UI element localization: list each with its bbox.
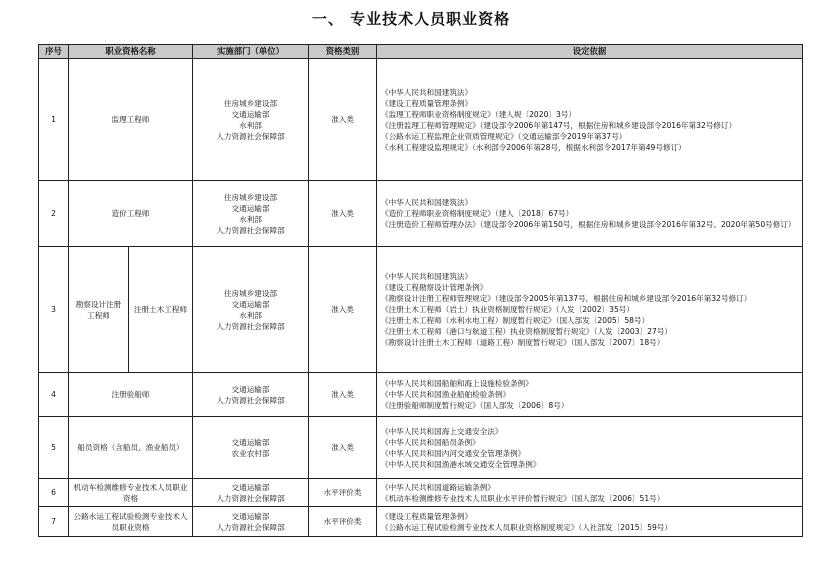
header-department: 实施部门（单位） [193,45,309,59]
legal-basis [377,247,803,373]
header-category: 资格类别 [309,45,377,59]
table-header-row [39,45,803,59]
table-row [39,479,803,507]
row-number: 3 [39,247,69,373]
header-no: 序号 [39,45,69,59]
basis-line: 《注册监理工程师管理规定》（建设部令2006年第147号，根据住房和城乡建设部令2016年第32号修订） [381,120,737,130]
department-name: 人力资源社会保障部 [216,395,285,405]
qualification-name: 公路水运工程试验检测专业技术人员职业资格 [69,507,193,537]
implementing-departments [193,479,309,507]
basis-line: 《中华人民共和国渔港水域交通安全管理条例》 [381,459,541,469]
basis-line: 《监理工程师职业资格制度规定》（建人规〔2020〕3号） [381,109,577,119]
basis-line: 《中华人民共和国道路运输条例》 [381,482,495,492]
basis-line: 《公路水运工程监理企业资质管理规定》（交通运输部令2019年第37号） [381,131,627,141]
implementing-departments [193,373,309,417]
department-name: 交通运输部 [231,384,270,394]
basis-line: 《勘察设计注册土木工程师（道路工程）制度暂行规定》（国人部发〔2007〕18号） [381,338,665,347]
department-name: 交通运输部 [231,299,270,309]
department-name: 水利部 [239,120,262,130]
basis-line: 《中华人民共和国内河交通安全管理条例》 [381,448,526,458]
department-name: 农业农村部 [231,448,270,458]
legal-basis [377,507,803,537]
basis-line: 《注册土木工程师（岩土）执业资格制度暂行规定》（人发〔2002〕35号） [381,305,634,314]
basis-line: 《注册土木工程师（港口与航道工程）执业资格制度暂行规定》（人发〔2003〕27号） [381,327,672,336]
basis-line: 《中华人民共和国建筑法》 [381,87,473,97]
legal-basis [377,417,803,479]
legal-basis [377,373,803,417]
header-basis: 设定依据 [377,45,803,59]
table-row [39,247,803,373]
basis-line: 《中华人民共和国船舶和海上设施检验条例》 [381,379,533,388]
qualification-name: 监理工程师 [69,59,193,181]
table-row [39,417,803,479]
basis-line: 《中华人民共和国建筑法》 [381,198,473,207]
department-name: 交通运输部 [231,482,270,492]
qualification-name: 勘察设计注册工程师 [69,247,129,373]
department-name: 人力资源社会保障部 [216,493,285,503]
basis-line: 《造价工程师职业资格制度规定》（建人〔2018〕67号） [381,209,574,218]
qualification-subname: 注册土木工程师 [129,247,193,373]
qualification-name: 注册验船师 [69,373,193,417]
header-name: 职业资格名称 [69,45,193,59]
department-name: 人力资源社会保障部 [216,131,285,141]
department-name: 交通运输部 [231,511,270,521]
qualification-name: 船员资格（含船员、渔业船员） [69,417,193,479]
implementing-departments [193,59,309,181]
legal-basis [377,181,803,247]
basis-line: 《建设工程勘察设计管理条例》 [381,283,488,292]
basis-line: 《机动车检测维修专业技术人员职业水平评价暂行规定》（国人部发〔2006〕51号） [381,493,665,503]
department-name: 人力资源社会保障部 [216,321,285,331]
qualification-category: 准入类 [309,417,377,479]
implementing-departments [193,417,309,479]
table-row [39,373,803,417]
department-name: 住房城乡建设部 [223,288,278,298]
basis-line: 《中华人民共和国船员条例》 [381,437,480,447]
basis-line: 《建设工程质量管理条例》 [381,511,473,521]
basis-line: 《注册验船师制度暂行规定》（国人部发〔2006〕8号） [381,401,569,410]
qualification-name: 造价工程师 [69,181,193,247]
department-name: 人力资源社会保障部 [216,225,285,235]
department-name: 交通运输部 [231,109,270,119]
basis-line: 《注册造价工程师管理办法》（建设部令2006年第150号，根据住房和城乡建设部令2016年第32号、2020年第50号修订） [381,220,796,229]
qualification-category: 准入类 [309,59,377,181]
implementing-departments [193,507,309,537]
basis-line: 《中华人民共和国建筑法》 [381,272,473,281]
qualification-name: 机动车检测维修专业技术人员职业资格 [69,479,193,507]
qualification-category: 准入类 [309,181,377,247]
department-name: 交通运输部 [231,203,270,213]
department-name: 水利部 [239,214,262,224]
qualification-category: 水平评价类 [309,507,377,537]
basis-line: 《勘察设计注册工程师管理规定》（建设部令2005年第137号，根据住房和城乡建设部令2016年第32号修订） [381,294,752,303]
department-name: 住房城乡建设部 [223,98,278,108]
basis-line: 《水利工程建设监理规定》（水利部令2006年第28号，根据水利部令2017年第49号修订） [381,142,686,152]
implementing-departments [193,247,309,373]
row-number: 1 [39,59,69,181]
row-number: 7 [39,507,69,537]
qualification-table [38,44,803,537]
implementing-departments [193,181,309,247]
basis-line: 《中华人民共和国海上交通安全法》 [381,426,503,436]
department-name: 人力资源社会保障部 [216,522,285,532]
department-name: 交通运输部 [231,437,270,447]
department-name: 水利部 [239,310,262,320]
table-row [39,181,803,247]
basis-line: 《公路水运工程试验检测专业技术人员职业资格制度规定》（人社部发〔2015〕59号） [381,522,672,532]
basis-line: 《中华人民共和国渔业船舶检验条例》 [381,390,511,399]
row-number: 2 [39,181,69,247]
row-number: 4 [39,373,69,417]
legal-basis [377,59,803,181]
table-row [39,59,803,181]
legal-basis [377,479,803,507]
department-name: 住房城乡建设部 [223,192,278,202]
qualification-category: 准入类 [309,373,377,417]
row-number: 6 [39,479,69,507]
qualification-category: 准入类 [309,247,377,373]
table-row [39,507,803,537]
qualification-category: 水平评价类 [309,479,377,507]
basis-line: 《注册土木工程师（水利水电工程）制度暂行规定》（国人部发〔2005〕58号） [381,316,650,325]
basis-line: 《建设工程质量管理条例》 [381,98,473,108]
page-title: 一、 专业技术人员职业资格 [311,10,511,28]
row-number: 5 [39,417,69,479]
